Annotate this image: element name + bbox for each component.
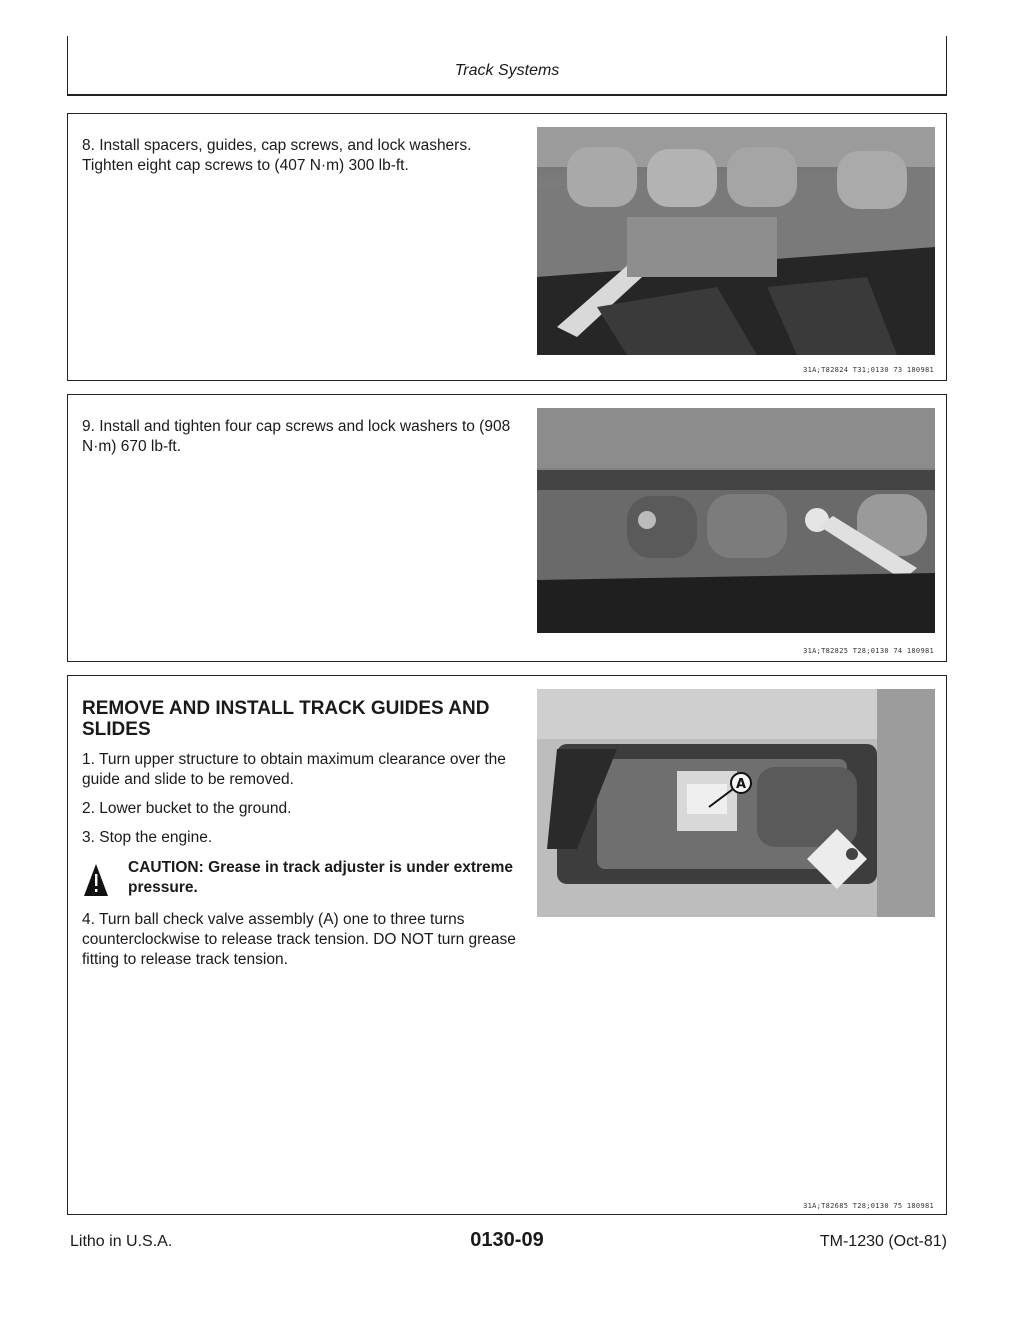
photo-track-guides-installed — [537, 127, 935, 355]
step-9: 9. Install and tighten four cap screws and lock washers to (908 N·m) 670 lb-ft. — [82, 418, 511, 455]
footer-right: TM-1230 (Oct-81) — [819, 1233, 947, 1250]
step-2: 2. Lower bucket to the ground. — [82, 800, 292, 817]
section-heading: REMOVE AND INSTALL TRACK GUIDES AND SLIDES — [82, 698, 490, 740]
caution-notice — [82, 858, 522, 900]
warning-icon — [82, 860, 128, 900]
section-text — [82, 698, 522, 979]
step-text — [82, 136, 522, 176]
page-number: 0130-09 — [470, 1229, 544, 1251]
step-8: 8. Install spacers, guides, cap screws, and lock washers. Tighten eight cap screws to (407 N·m) 300 lb-ft. — [82, 137, 472, 174]
section-step-9 — [67, 394, 947, 662]
photo-cap-screws-tightening — [537, 408, 935, 633]
section-step-8 — [67, 113, 947, 381]
footer-left: Litho in U.S.A. — [70, 1233, 173, 1250]
photo-ball-check-valve — [537, 689, 935, 917]
image-code: 31A;T82824 T31;0130 73 180981 — [803, 366, 934, 374]
page-footer — [67, 1229, 947, 1259]
section-track-guides — [67, 675, 947, 1215]
header-title: Track Systems — [454, 62, 560, 79]
step-1: 1. Turn upper structure to obtain maximum clearance over the guide and slide to be removed. — [82, 751, 506, 788]
step-3: 3. Stop the engine. — [82, 829, 213, 846]
step-4: 4. Turn ball check valve assembly (A) one to three turns counterclockwise to release track tension. DO NOT turn grease fitting to release track tension. — [82, 911, 516, 968]
caution-text: CAUTION: Grease in track adjuster is under extreme pressure. — [128, 859, 514, 896]
step-text — [82, 417, 522, 457]
image-code: 31A;T82685 T28;0130 75 180981 — [803, 1202, 934, 1210]
callout-label-a: A — [735, 777, 747, 792]
image-code: 31A;T82825 T28;0130 74 180981 — [803, 647, 934, 655]
page-header — [67, 36, 947, 96]
